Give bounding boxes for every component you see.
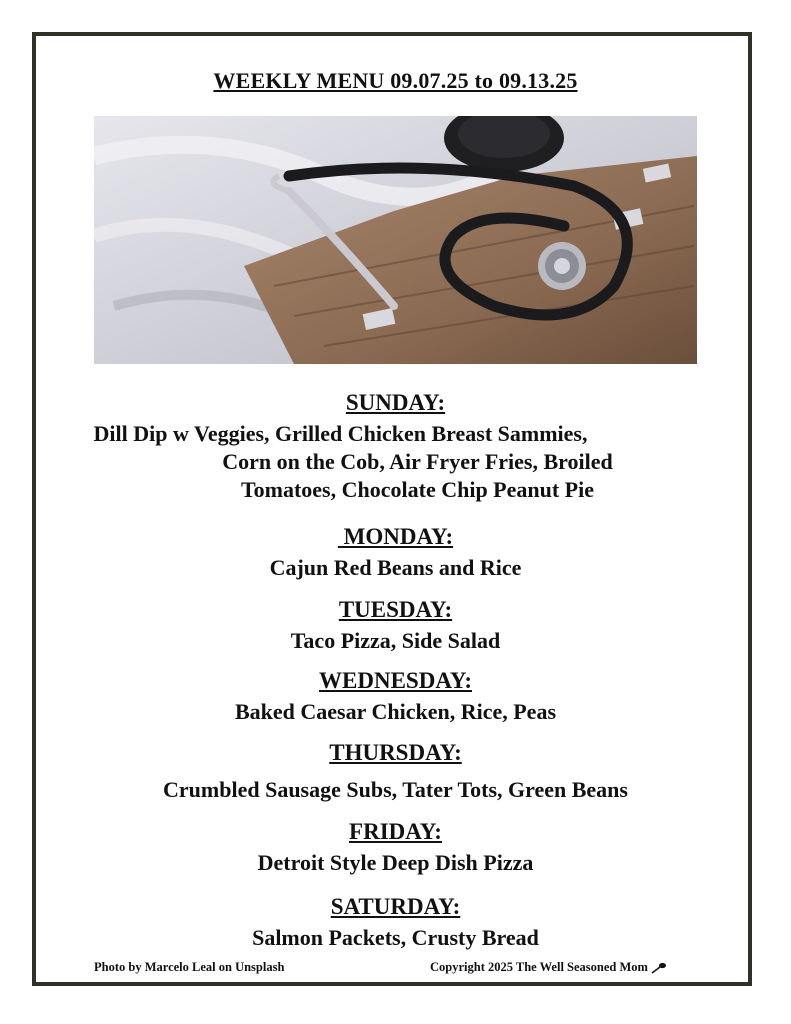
- day-heading: TUESDAY:: [338, 597, 453, 622]
- day-heading: WEDNESDAY:: [319, 668, 472, 693]
- day-wednesday: [0, 668, 791, 726]
- menu-title: WEEKLY MENU 09.07.25 to 09.13.25: [213, 68, 578, 93]
- menu-line: Corn on the Cob, Air Fryer Fries, Broiled: [222, 449, 613, 474]
- stethoscope-photo: [94, 116, 697, 364]
- copyright: [430, 960, 667, 975]
- day-heading: MONDAY:: [337, 524, 454, 549]
- menu-line: Salmon Packets, Crusty Bread: [252, 925, 539, 950]
- photo-credit: Photo by Marcelo Leal on Unsplash: [94, 960, 285, 974]
- menu-line: Cajun Red Beans and Rice: [269, 555, 522, 580]
- day-heading: FRIDAY:: [349, 819, 442, 844]
- menu-line: Baked Caesar Chicken, Rice, Peas: [234, 699, 557, 724]
- day-heading: SATURDAY:: [330, 894, 461, 919]
- whisk-icon: [651, 962, 667, 974]
- day-heading: SUNDAY:: [345, 390, 446, 415]
- menu-line: Tomatoes, Chocolate Chip Peanut Pie: [240, 477, 594, 502]
- day-heading: THURSDAY:: [329, 740, 462, 765]
- day-thursday: [0, 740, 791, 804]
- day-monday: [0, 524, 791, 582]
- day-menu: [0, 420, 791, 504]
- day-friday: [0, 819, 791, 877]
- menu-line: Detroit Style Deep Dish Pizza: [257, 850, 534, 875]
- day-tuesday: [0, 597, 791, 655]
- day-sunday: [0, 390, 791, 504]
- menu-line: Taco Pizza, Side Salad: [290, 628, 501, 653]
- menu-line: Dill Dip w Veggies, Grilled Chicken Breast Sammies,: [93, 421, 588, 446]
- day-saturday: [0, 894, 791, 952]
- copyright-text: Copyright 2025 The Well Seasoned Mom: [430, 960, 648, 974]
- menu-line: Crumbled Sausage Subs, Tater Tots, Green Beans: [163, 777, 628, 802]
